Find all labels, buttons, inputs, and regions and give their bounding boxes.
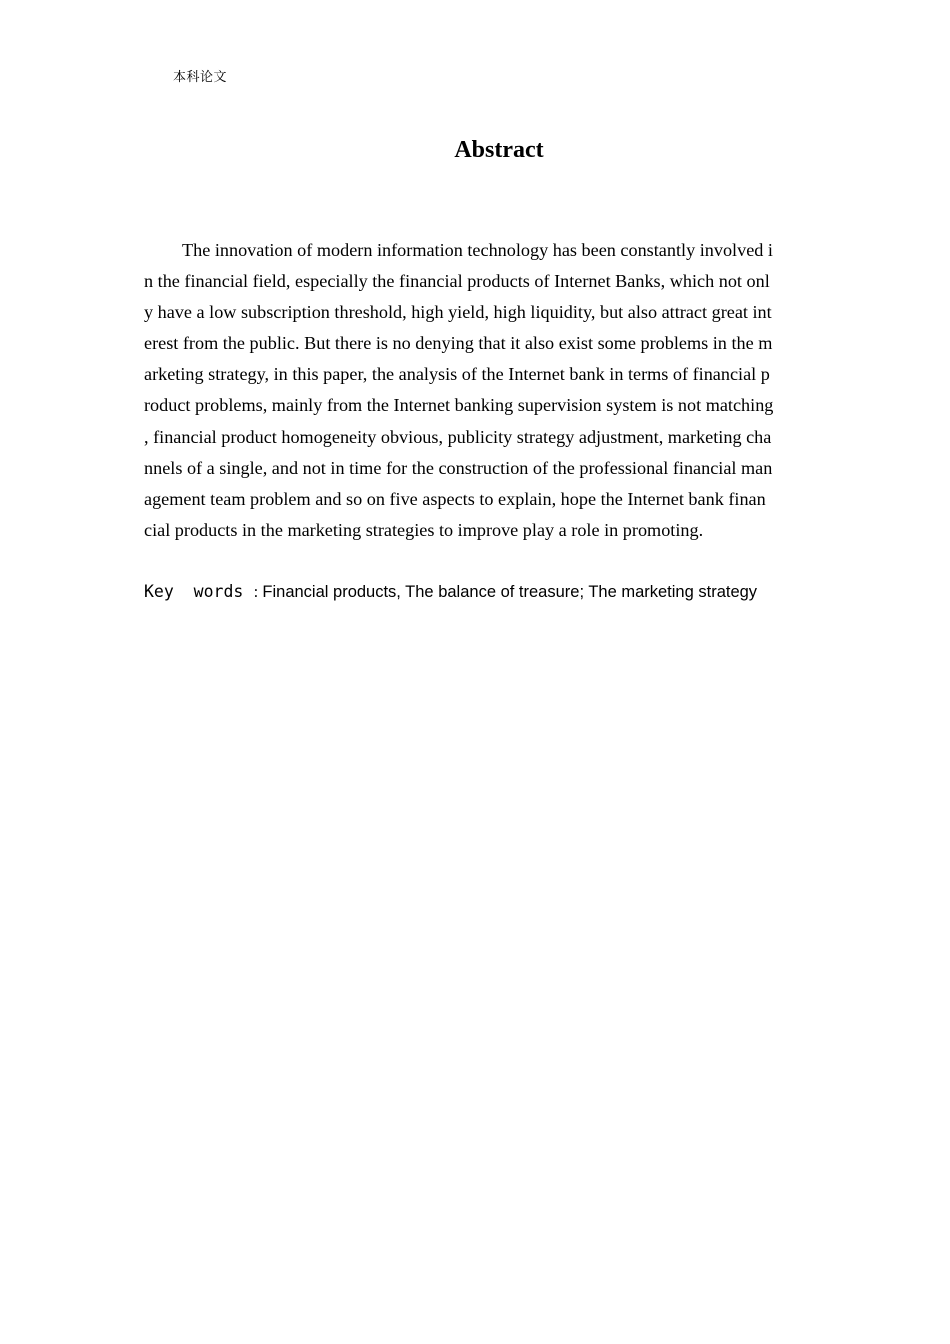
abstract-line: erest from the public. But there is no denying that it also exist some problems in the m	[144, 333, 773, 354]
abstract-line: , financial product homogeneity obvious, publicity strategy adjustment, marketing cha	[144, 426, 772, 447]
abstract-line: y have a low subscription threshold, high yield, high liquidity, but also attract great int	[144, 302, 772, 323]
abstract-line: n the financial field, especially the financial products of Internet Banks, which not onl	[144, 271, 770, 292]
abstract-line: agement team problem and so on five aspects to explain, hope the Internet bank finan	[144, 488, 766, 509]
keywords-value: Financial products, The balance of treasure; The marketing strategy	[262, 583, 758, 601]
abstract-line: nnels of a single, and not in time for the construction of the professional financial man	[144, 457, 773, 478]
keywords-colon: :	[253, 583, 259, 601]
abstract-line: arketing strategy, in this paper, the analysis of the Internet bank in terms of financial p	[144, 364, 770, 385]
keywords-label: Key words	[144, 582, 244, 601]
abstract-title: Abstract	[454, 137, 544, 163]
abstract-body	[144, 235, 809, 546]
abstract-line: roduct problems, mainly from the Internet banking supervision system is not matching	[144, 395, 774, 416]
running-header: 本科论文	[173, 70, 228, 85]
abstract-line: cial products in the marketing strategies to improve play a role in promoting.	[144, 519, 704, 540]
keywords-line	[144, 580, 757, 605]
abstract-line: The innovation of modern information technology has been constantly involved i	[182, 240, 773, 260]
